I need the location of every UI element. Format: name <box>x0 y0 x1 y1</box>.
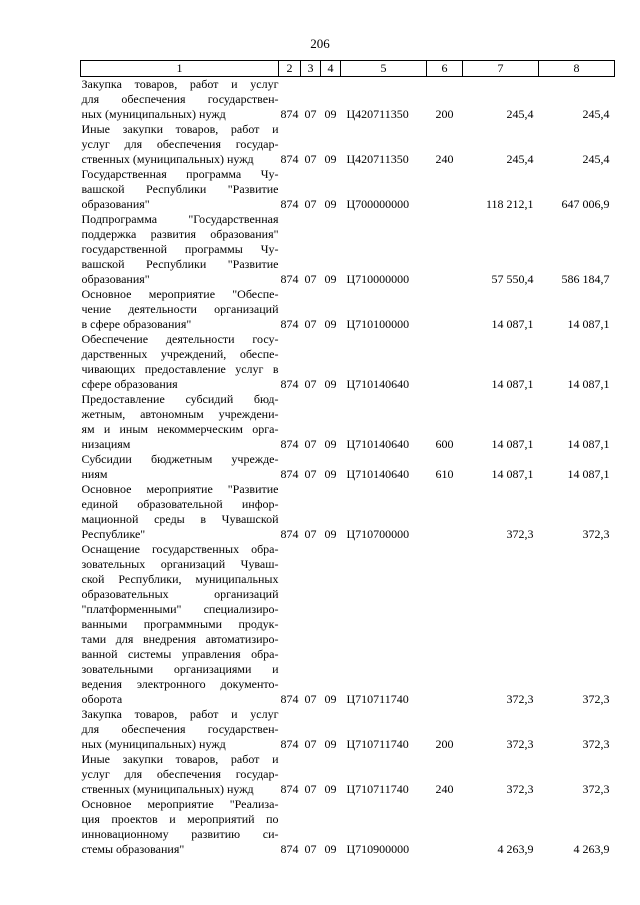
target-article-code: Ц710711740 <box>346 692 409 706</box>
target-article-code: Ц710711740 <box>346 737 409 751</box>
subsection-code: 09 <box>324 317 337 331</box>
ministry-code: 874 <box>280 437 299 451</box>
target-article-code: Ц700000000 <box>346 197 410 211</box>
header-col-3: 3 <box>301 61 321 77</box>
description-line: Субсидии бюджетным учрежде- <box>81 452 279 466</box>
subsection-code: 09 <box>324 842 337 856</box>
table-row <box>81 707 615 752</box>
table-row <box>81 392 615 452</box>
section-code: 07 <box>304 317 317 331</box>
row-description <box>81 752 279 797</box>
expense-type-code <box>427 167 463 212</box>
amount-year-1: 14 087,1 <box>491 467 534 481</box>
description-line: мационной среды в Чувашской <box>81 512 279 526</box>
amount-year-1: 372,3 <box>506 527 534 541</box>
amount-year-1: 372,3 <box>506 692 534 706</box>
table-row <box>81 77 615 123</box>
target-article-code: Ц420711350 <box>346 107 409 121</box>
description-line: Предоставление субсидий бюд- <box>81 392 279 406</box>
ministry-code: 874 <box>280 272 299 286</box>
description-line: инновационному развитию си- <box>81 827 279 841</box>
description-line: Подпрограмма "Государственная <box>81 212 279 226</box>
subsection-code: 09 <box>324 467 337 481</box>
expense-type-code <box>427 332 463 392</box>
row-description <box>81 167 279 212</box>
ministry-code: 874 <box>280 467 299 481</box>
description-line: Государственная программа Чу- <box>81 167 279 181</box>
description-line: ванными программными продук- <box>81 617 279 631</box>
amount-year-2: 14 087,1 <box>567 317 610 331</box>
description-line: образовательных организаций <box>81 587 279 601</box>
row-description <box>81 212 279 287</box>
table-row <box>81 167 615 212</box>
target-article-code: Ц710711740 <box>346 782 409 796</box>
section-code: 07 <box>304 782 317 796</box>
description-line: ской Республики, муниципальных <box>81 572 279 586</box>
description-line: Иные закупки товаров, работ и <box>81 122 279 136</box>
description-line: ция проектов и мероприятий по <box>81 812 279 826</box>
table-row <box>81 542 615 707</box>
description-line: поддержка развития образования" <box>81 227 279 241</box>
description-line: тами для внедрения автоматизиро- <box>81 632 279 646</box>
section-code: 07 <box>304 437 317 451</box>
description-line: Основное мероприятие "Обеспе- <box>81 287 279 301</box>
expense-type-code: 240 <box>435 152 454 166</box>
description-line: чение деятельности организаций <box>81 302 279 316</box>
header-row <box>81 61 615 77</box>
description-line: Основное мероприятие "Развитие <box>81 482 279 496</box>
section-code: 07 <box>304 107 317 121</box>
table-row <box>81 452 615 482</box>
row-description <box>81 452 279 482</box>
header-col-1: 1 <box>81 61 279 77</box>
subsection-code: 09 <box>324 737 337 751</box>
description-line: зовательными организациями и <box>81 662 279 676</box>
description-line: ственных (муниципальных) нужд <box>81 782 254 796</box>
target-article-code: Ц420711350 <box>346 152 409 166</box>
description-line: образования" <box>81 197 150 211</box>
target-article-code: Ц710000000 <box>346 272 410 286</box>
description-line: ных (муниципальных) нужд <box>81 737 226 751</box>
description-line: вашской Республики "Развитие <box>81 257 279 271</box>
target-article-code: Ц710140640 <box>346 437 410 451</box>
expense-type-code <box>427 287 463 332</box>
subsection-code: 09 <box>324 272 337 286</box>
description-line: жетным, автономным учреждени- <box>81 407 279 421</box>
amount-year-2: 586 184,7 <box>561 272 610 286</box>
description-line: ственных (муниципальных) нужд <box>81 152 254 166</box>
subsection-code: 09 <box>324 152 337 166</box>
amount-year-1: 372,3 <box>506 782 534 796</box>
subsection-code: 09 <box>324 107 337 121</box>
subsection-code: 09 <box>324 782 337 796</box>
ministry-code: 874 <box>280 317 299 331</box>
description-line: вашской Республики "Развитие <box>81 182 279 196</box>
expense-type-code: 240 <box>435 782 454 796</box>
ministry-code: 874 <box>280 107 299 121</box>
amount-year-2: 372,3 <box>582 692 610 706</box>
row-description <box>81 482 279 542</box>
section-code: 07 <box>304 152 317 166</box>
table-header <box>81 61 615 77</box>
target-article-code: Ц710700000 <box>346 527 410 541</box>
description-line: ванной системы управления обра- <box>81 647 279 661</box>
header-col-4: 4 <box>321 61 341 77</box>
description-line: в сфере образования" <box>81 317 192 331</box>
expense-type-code: 610 <box>435 467 454 481</box>
row-description <box>81 332 279 392</box>
description-line: "платформенными" специализиро- <box>81 602 279 616</box>
budget-table <box>80 60 615 857</box>
target-article-code: Ц710140640 <box>346 377 410 391</box>
amount-year-2: 245,4 <box>582 107 610 121</box>
amount-year-1: 14 087,1 <box>491 317 534 331</box>
ministry-code: 874 <box>280 197 299 211</box>
amount-year-2: 372,3 <box>582 782 610 796</box>
section-code: 07 <box>304 737 317 751</box>
subsection-code: 09 <box>324 197 337 211</box>
table-body <box>81 77 615 858</box>
expense-type-code: 600 <box>435 437 454 451</box>
expense-type-code <box>427 797 463 857</box>
description-line: Обеспечение деятельности госу- <box>81 332 279 346</box>
description-line: чивающих предоставление услуг в <box>81 362 279 376</box>
target-article-code: Ц710900000 <box>346 842 410 856</box>
amount-year-1: 372,3 <box>506 737 534 751</box>
table-row <box>81 752 615 797</box>
description-line: стемы образования" <box>81 842 185 856</box>
row-description <box>81 77 279 123</box>
description-line: образования" <box>81 272 150 286</box>
amount-year-1: 245,4 <box>506 107 534 121</box>
page-number: 206 <box>310 36 330 51</box>
target-article-code: Ц710100000 <box>346 317 410 331</box>
table-row <box>81 287 615 332</box>
amount-year-1: 118 212,1 <box>485 197 534 211</box>
section-code: 07 <box>304 377 317 391</box>
table-row <box>81 482 615 542</box>
expense-type-code: 200 <box>435 107 454 121</box>
header-col-6: 6 <box>427 61 463 77</box>
description-line: для обеспечения государствен- <box>81 722 279 736</box>
section-code: 07 <box>304 842 317 856</box>
ministry-code: 874 <box>280 152 299 166</box>
description-line: Республике" <box>81 527 146 541</box>
row-description <box>81 542 279 707</box>
subsection-code: 09 <box>324 437 337 451</box>
header-col-7: 7 <box>463 61 539 77</box>
table-row <box>81 212 615 287</box>
row-description <box>81 797 279 857</box>
description-line: низациям <box>81 437 131 451</box>
expense-type-code <box>427 482 463 542</box>
row-description <box>81 392 279 452</box>
subsection-code: 09 <box>324 377 337 391</box>
header-col-2: 2 <box>279 61 301 77</box>
description-line: услуг для обеспечения государ- <box>81 137 279 151</box>
amount-year-1: 57 550,4 <box>491 272 534 286</box>
description-line: единой образовательной инфор- <box>81 497 279 511</box>
header-col-8: 8 <box>539 61 615 77</box>
section-code: 07 <box>304 272 317 286</box>
ministry-code: 874 <box>280 527 299 541</box>
amount-year-2: 372,3 <box>582 527 610 541</box>
amount-year-2: 14 087,1 <box>567 377 610 391</box>
description-line: Иные закупки товаров, работ и <box>81 752 279 766</box>
amount-year-2: 14 087,1 <box>567 467 610 481</box>
amount-year-1: 245,4 <box>506 152 534 166</box>
section-code: 07 <box>304 197 317 211</box>
table-row <box>81 332 615 392</box>
subsection-code: 09 <box>324 527 337 541</box>
description-line: ных (муниципальных) нужд <box>81 107 226 121</box>
description-line: сфере образования <box>81 377 178 391</box>
amount-year-2: 4 263,9 <box>573 842 610 856</box>
ministry-code: 874 <box>280 692 299 706</box>
description-line: Закупка товаров, работ и услуг <box>81 707 279 721</box>
table-row <box>81 122 615 167</box>
ministry-code: 874 <box>280 782 299 796</box>
expense-type-code <box>427 212 463 287</box>
subsection-code: 09 <box>324 692 337 706</box>
description-line: ниям <box>81 467 108 481</box>
amount-year-1: 14 087,1 <box>491 377 534 391</box>
description-line: для обеспечения государствен- <box>81 92 279 106</box>
section-code: 07 <box>304 527 317 541</box>
row-description <box>81 287 279 332</box>
description-line: Основное мероприятие "Реализа- <box>81 797 279 811</box>
ministry-code: 874 <box>280 737 299 751</box>
amount-year-2: 14 087,1 <box>567 437 610 451</box>
table-row <box>81 797 615 857</box>
row-description <box>81 122 279 167</box>
description-line: услуг для обеспечения государ- <box>81 767 279 781</box>
description-line: зовательных организаций Чуваш- <box>81 557 279 571</box>
description-line: Оснащение государственных обра- <box>81 542 279 556</box>
amount-year-1: 4 263,9 <box>497 842 534 856</box>
description-line: дарственных учреждений, обеспе- <box>81 347 279 361</box>
header-col-5: 5 <box>341 61 427 77</box>
target-article-code: Ц710140640 <box>346 467 410 481</box>
amount-year-2: 245,4 <box>582 152 610 166</box>
amount-year-2: 372,3 <box>582 737 610 751</box>
section-code: 07 <box>304 692 317 706</box>
expense-type-code <box>427 542 463 707</box>
amount-year-2: 647 006,9 <box>561 197 610 211</box>
expense-type-code: 200 <box>435 737 454 751</box>
section-code: 07 <box>304 467 317 481</box>
ministry-code: 874 <box>280 377 299 391</box>
description-line: ведения электронного документо- <box>81 677 279 691</box>
description-line: оборота <box>81 692 123 706</box>
ministry-code: 874 <box>280 842 299 856</box>
description-line: ям и иным некоммерческим орга- <box>81 422 279 436</box>
amount-year-1: 14 087,1 <box>491 437 534 451</box>
description-line: Закупка товаров, работ и услуг <box>81 77 279 91</box>
description-line: государственной программы Чу- <box>81 242 279 256</box>
row-description <box>81 707 279 752</box>
